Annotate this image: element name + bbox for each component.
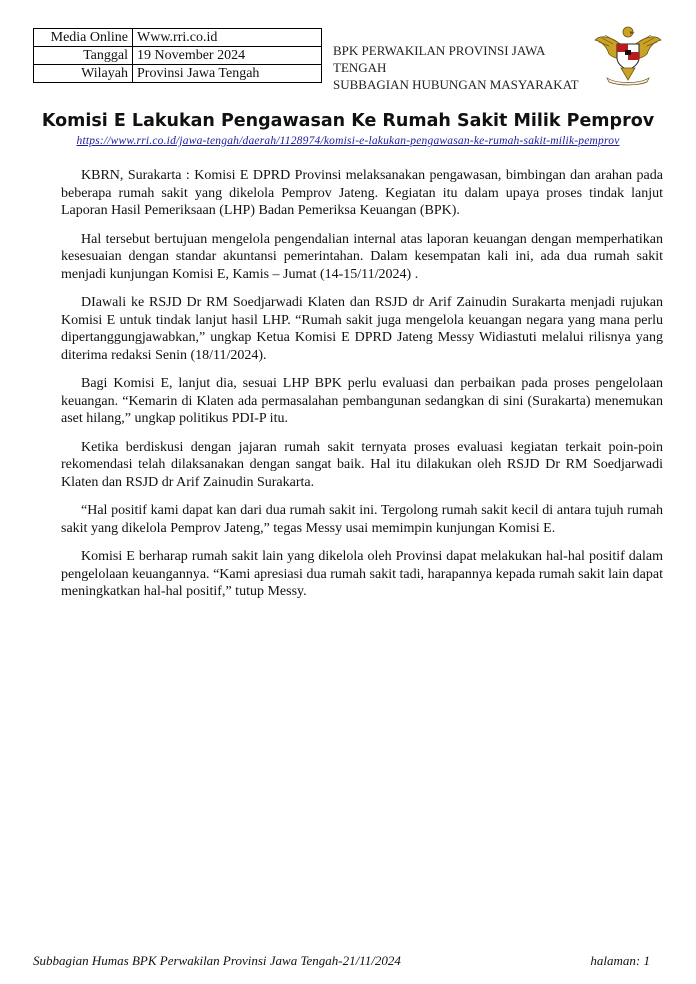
article-paragraph: KBRN, Surakarta : Komisi E DPRD Provinsi melaksanakan pengawasan, bimbingan dan arahan pada beberapa rumah sakit yang dikelola Pemprov Jateng. Kegiatan itu dalam upaya proses tindak lanjut Laporan Hasil Pemeriksaan (LHP) Badan Pemeriksa Keuangan (BPK). <box>61 168 663 218</box>
media-info-table <box>33 28 322 83</box>
media-info-key: Media Online <box>34 29 133 47</box>
article-body <box>61 167 663 612</box>
media-info-value: Www.rri.co.id <box>133 29 322 47</box>
article-paragraph: “Hal positif kami dapat kan dari dua rumah sakit ini. Tergolong rumah sakit kecil di antara tujuh rumah sakit yang dikelola Pemprov Jateng,” tegas Messy usai memimpin kunjungan Komisi E. <box>61 503 663 536</box>
media-info-key: Wilayah <box>34 65 133 83</box>
media-info-row <box>34 65 322 83</box>
article-paragraph: Ketika berdiskusi dengan jajaran rumah sakit ternyata proses evaluasi kegiatan terkait poin-poin rekomendasi telah dilaksanakan dengan sangat baik. Hal itu dilakukan oleh RSJD Dr RM Soedjarwadi Klaten dan RSJD dr Arif Zainudin Surakarta. <box>61 439 663 490</box>
garuda-emblem-icon <box>593 22 663 86</box>
article-title: Komisi E Lakukan Pengawasan Ke Rumah Sakit Milik Pemprov <box>41 111 655 131</box>
media-info-value: Provinsi Jawa Tengah <box>133 65 322 83</box>
page-number: halaman: 1 <box>590 953 650 968</box>
article-paragraph: Hal tersebut bertujuan mengelola pengendalian internal atas laporan keuangan dengan memperhatikan kesesuaian dengan standar akuntansi pemerintahan. Dalam kesempatan kali ini, ada dua rumah sakit menjadi kunjungan Komisi E, Kamis – Jumat (14-15/11/2024) . <box>61 231 663 282</box>
article-paragraph: Komisi E berharap rumah sakit lain yang dikelola oleh Provinsi dapat melakukan hal-hal positif dalam pengelolaan keuangannya. “Kami apresiasi dua rumah sakit tadi, harapannya kepada rumah sakit lain dapat meningkatkan hal-hal positif,” tutup Messy. <box>61 549 663 599</box>
footer-source: Subbagian Humas BPK Perwakilan Provinsi Jawa Tengah-21/11/2024 <box>33 953 401 968</box>
media-info-value: 19 November 2024 <box>133 47 322 65</box>
media-info-row <box>34 29 322 47</box>
org-header <box>333 42 593 93</box>
org-subdivision: SUBBAGIAN HUBUNGAN MASYARAKAT <box>333 77 579 92</box>
article-paragraph: Bagi Komisi E, lanjut dia, sesuai LHP BPK perlu evaluasi dan perbaikan pada proses pengelolaan keuangan. “Kemarin di Klaten ada permasalahan pembangunan sedangkan di sini (Surakarta) menemukan aset hilang,” ungkap politikus PDI-P itu. <box>61 376 663 426</box>
media-info-key: Tanggal <box>34 47 133 65</box>
org-name: BPK PERWAKILAN PROVINSI JAWA TENGAH <box>333 43 545 75</box>
article-source-link[interactable]: https://www.rri.co.id/jawa-tengah/daerah/1128974/komisi-e-lakukan-pengawasan-ke-rumah-sakit-milik-pemprov <box>76 135 620 147</box>
article-paragraph: DIawali ke RSJD Dr RM Soedjarwadi Klaten dan RSJD dr Arif Zainudin Surakarta menjadi rujukan Komisi E untuk tindak lanjut hasil LHP. “Rumah sakit juga mengelola keuangan negara yang mana perlu dipertanggungjawabkan,” ungkap Ketua Komisi E DPRD Jateng Messy Widiastuti melalui rilisnya yang diterima redaksi Senin (18/11/2024). <box>61 295 663 363</box>
media-info-row <box>34 47 322 65</box>
